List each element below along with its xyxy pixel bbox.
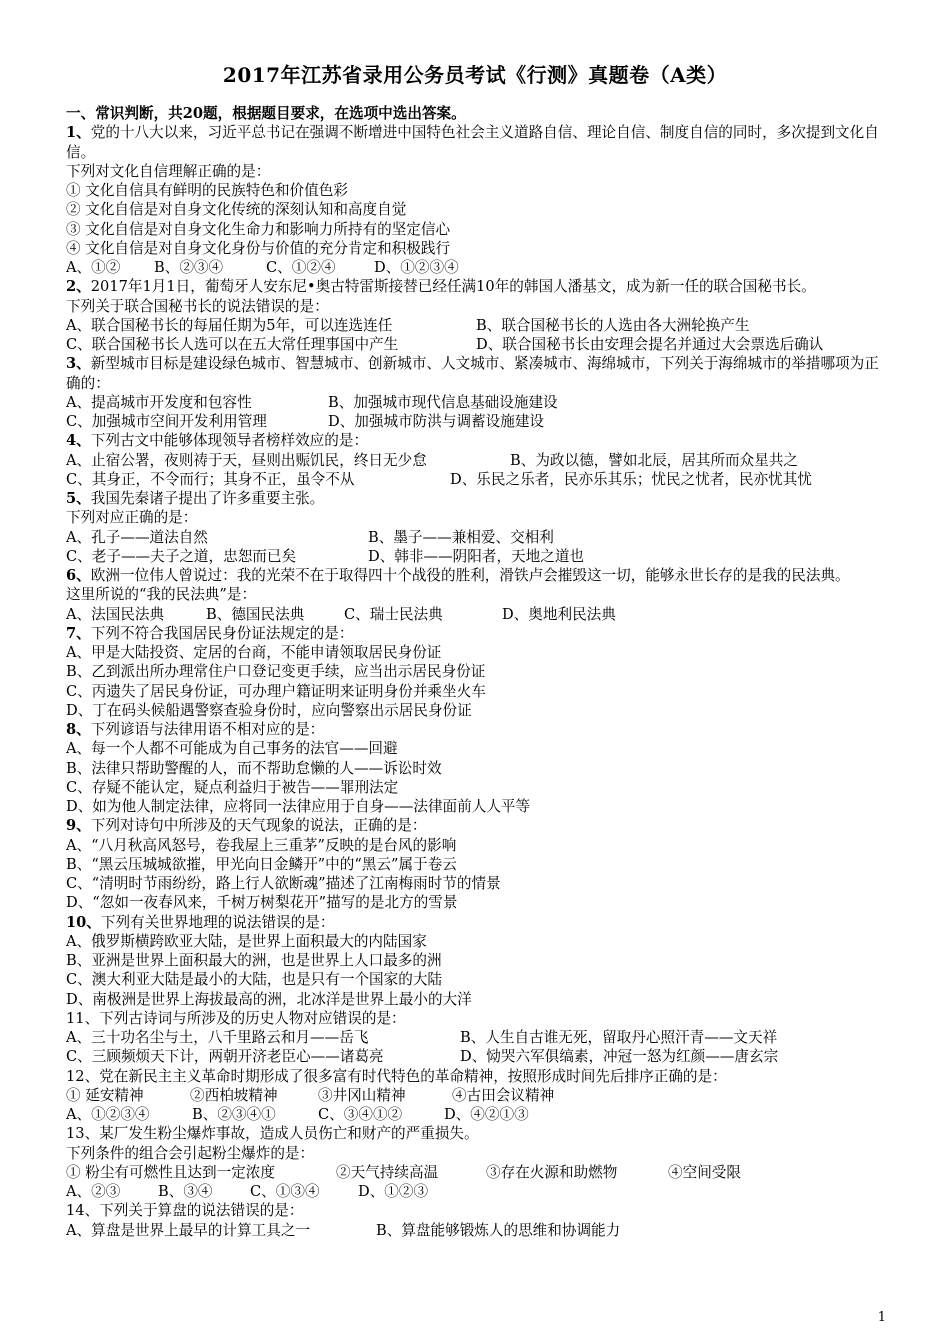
question-text: 某厂发生粉尘爆炸事故，造成人员伤亡和财产的严重损失。 — [99, 1125, 479, 1143]
question-prompt: 下列条件的组合会引起粉尘爆炸的是： — [66, 1144, 315, 1162]
question-13 — [66, 1124, 888, 1143]
option-d: D、韩非——阴阳者，天地之道也 — [368, 547, 585, 565]
question-text: 下列有关世界地理的说法错误的是： — [100, 913, 335, 931]
option-c: C、①②④ — [266, 259, 336, 276]
question-number: 1、 — [66, 124, 91, 142]
option-b: B、乙到派出所办理常住户口登记变更手续，应当出示居民身份证 — [66, 663, 486, 681]
question-number: 7、 — [66, 624, 91, 642]
option-a: A、“八月秋高风怒号，卷我屋上三重茅”反映的是台风的影响 — [66, 836, 457, 854]
statement-items — [66, 1086, 888, 1105]
question-text: 下列不符合我国居民身份证法规定的是： — [90, 624, 354, 642]
question-text: 下列对诗句中所涉及的天气现象的说法，正确的是： — [90, 817, 427, 835]
statement-item: ③井冈山精神 — [318, 1086, 406, 1104]
question-8 — [66, 720, 888, 739]
answer-options — [66, 547, 888, 566]
question-number: 2、 — [66, 278, 91, 296]
option-b: B、为政以德，譬如北辰，居其所而众星共之 — [510, 451, 799, 469]
option-c: C、澳大利亚大陆是最小的大陆，也是只有一个国家的大陆 — [66, 971, 443, 989]
option-d: D、“忽如一夜春风来，千树万树梨花开”描写的是北方的雪景 — [66, 894, 458, 912]
page-number: 1 — [877, 1310, 886, 1325]
option-c: C、三顾频烦天下计，两朝开济老臣心——诸葛亮 — [66, 1048, 384, 1066]
statement-item: ① 延安精神 — [66, 1086, 144, 1104]
option-b: B、算盘能够锻炼人的思维和协调能力 — [376, 1221, 621, 1239]
question-number: 13、 — [66, 1125, 100, 1143]
question-text: 我国先秦诸子提出了许多重要主张。 — [90, 490, 325, 507]
option-b: B、③④ — [158, 1183, 213, 1200]
option-d: D、加强城市防洪与调蓄设施建设 — [328, 413, 545, 430]
question-number: 5、 — [66, 490, 91, 507]
question-2 — [66, 277, 888, 296]
answer-options — [66, 1182, 888, 1201]
option-c: C、加强城市空间开发利用管理 — [66, 413, 267, 430]
option-b: B、②③④① — [192, 1106, 276, 1123]
question-14 — [66, 1201, 888, 1220]
question-number: 12、 — [66, 1067, 100, 1085]
option-a: A、孔子——道法自然 — [66, 528, 208, 546]
statement-item: ④古田会议精神 — [452, 1086, 555, 1104]
statement-items — [66, 1163, 888, 1182]
option-b: B、墨子——兼相爱、交相利 — [368, 528, 554, 546]
answer-options — [66, 451, 888, 470]
option-c: C、其身正，不令而行；其身不正，虽令不从 — [66, 470, 355, 488]
option-c: C、联合国秘书长人选可以在五大常任理事国中产生 — [66, 336, 399, 353]
option-d: D、如为他人制定法律，应将同一法律应用于自身——法律面前人人平等 — [66, 798, 531, 815]
question-number: 14、 — [66, 1202, 100, 1220]
statement-item: ③存在火源和助燃物 — [486, 1163, 618, 1181]
answer-options — [66, 470, 888, 489]
answer-options — [66, 1221, 888, 1240]
question-5 — [66, 489, 888, 508]
option-a: A、三十功名尘与土，八千里路云和月——岳飞 — [66, 1029, 369, 1046]
option-d: D、联合国秘书长由安理会提名并通过大会票选后确认 — [476, 336, 824, 353]
question-text: 下列关于算盘的说法错误的是： — [99, 1202, 304, 1220]
option-b: B、法律只帮助警醒的人，而不帮助怠懒的人——诉讼时效 — [66, 759, 442, 777]
section-heading: 一、常识判断，共20题，根据题目要求，在选项中选出答案。 — [66, 105, 466, 122]
option-a: A、法国民法典 — [66, 605, 165, 623]
option-a: A、止宿公署，夜则祷于天，昼则出赈饥民，终日无少怠 — [66, 451, 427, 469]
question-text: 下列古诗词与所涉及的历史人物对应错误的是： — [99, 1009, 406, 1027]
page-title: 2017年江苏省录用公务员考试《行测》真题卷（A类） — [222, 63, 728, 87]
answer-options — [66, 393, 888, 412]
question-9 — [66, 816, 888, 835]
question-12 — [66, 1067, 888, 1086]
answer-options — [66, 412, 888, 431]
statement-item: ① 文化自信具有鲜明的民族特色和价值色彩 — [66, 182, 348, 199]
option-a: A、俄罗斯横跨欧亚大陆，是世界上面积最大的内陆国家 — [66, 932, 427, 950]
option-b: B、②③④ — [154, 259, 224, 276]
question-number: 4、 — [66, 432, 91, 450]
option-b: B、德国民法典 — [206, 605, 305, 623]
option-c: C、“清明时节雨纷纷，路上行人欲断魂”描述了江南梅雨时节的情景 — [66, 875, 501, 892]
question-1 — [66, 123, 888, 162]
option-a: A、①②③④ — [66, 1106, 150, 1123]
option-b: B、亚洲是世界上面积最大的洲，也是世界上人口最多的洲 — [66, 952, 442, 969]
option-c: C、老子——夫子之道，忠恕而已矣 — [66, 547, 297, 565]
option-a: A、①② — [66, 259, 121, 276]
question-text: 欧洲一位伟人曾说过：我的光荣不在于取得四十个战役的胜利，滑铁卢会摧毁这一切，能够永世长存的是我的民法典。 — [90, 567, 850, 584]
question-3 — [66, 354, 888, 393]
option-d: D、乐民之乐者，民亦乐其乐；忧民之忧者，民亦忧其忧 — [450, 470, 812, 488]
answer-options — [66, 1047, 888, 1066]
question-11 — [66, 1009, 888, 1028]
option-a: A、联合国秘书长的每届任期为5年，可以连选连任 — [66, 316, 393, 334]
option-a: A、②③ — [66, 1183, 121, 1200]
option-a: A、甲是大陆投资、定居的台商，不能申请领取居民身份证 — [66, 644, 442, 661]
question-text: 党在新民主主义革命时期形成了很多富有时代特色的革命精神，按照形成时间先后排序正确的是： — [99, 1067, 727, 1085]
option-d: D、奥地利民法典 — [502, 605, 616, 623]
question-number: 3、 — [66, 355, 91, 373]
question-10 — [66, 913, 888, 932]
answer-options — [66, 258, 888, 277]
statement-item: ② 文化自信是对自身文化传统的深刻认知和高度自觉 — [66, 201, 407, 219]
option-d: D、南极洲是世界上海拔最高的洲，北冰洋是世界上最小的大洋 — [66, 990, 472, 1008]
question-number: 8、 — [66, 721, 91, 738]
statement-item: ③ 文化自信是对自身文化生命力和影响力所持有的坚定信心 — [66, 220, 451, 238]
question-number: 11、 — [66, 1009, 100, 1027]
option-b: B、联合国秘书长的人选由各大洲轮换产生 — [476, 316, 750, 334]
question-prompt: 下列对文化自信理解正确的是： — [66, 162, 271, 180]
answer-options — [66, 1028, 888, 1047]
option-b: B、人生自古谁无死，留取丹心照汗青——文天祥 — [460, 1029, 778, 1046]
option-d: D、①②③④ — [374, 259, 459, 276]
option-b: B、加强城市现代信息基础设施建设 — [328, 393, 558, 411]
option-d: D、④②①③ — [444, 1106, 529, 1123]
question-prompt: 这里所说的“我的民法典”是： — [66, 586, 257, 604]
statement-item: ②西柏坡精神 — [190, 1086, 278, 1104]
question-4 — [66, 431, 888, 450]
statement-item: ④空间受限 — [668, 1163, 741, 1181]
question-text: 2017年1月1日，葡萄牙人安东尼•奥古特雷斯接替已经任满10年的韩国人潘基文，成为新一任的联合国秘书长。 — [90, 278, 816, 296]
answer-options — [66, 1105, 888, 1124]
statement-item: ④ 文化自信是对自身文化身份与价值的充分肯定和积极践行 — [66, 239, 451, 257]
statement-item: ②天气持续高温 — [336, 1163, 439, 1181]
option-d: D、①②③ — [358, 1183, 429, 1200]
question-text: 下列谚语与法律用语不相对应的是： — [90, 721, 325, 738]
option-c: C、③④①② — [318, 1106, 403, 1123]
option-b: B、“黑云压城城欲摧，甲光向日金鳞开”中的“黑云”属于卷云 — [66, 855, 457, 873]
question-list — [66, 104, 888, 1240]
option-d: D、丁在码头候船遇警察查验身份时，应向警察出示居民身份证 — [66, 701, 472, 719]
question-number: 10、 — [66, 913, 101, 931]
question-text: 新型城市目标是建设绿色城市、智慧城市、创新城市、人文城市、紧凑城市、海绵城市，下列关于海绵城市的举措哪项为正确的： — [66, 355, 879, 392]
question-text: 下列古文中能够体现领导者榜样效应的是： — [90, 432, 369, 450]
option-a: A、算盘是世界上最早的计算工具之一 — [66, 1221, 311, 1239]
option-d: D、恸哭六军俱缟素，冲冠一怒为红颜——唐玄宗 — [460, 1048, 779, 1066]
question-number: 9、 — [66, 817, 91, 835]
answer-options — [66, 605, 888, 624]
option-c: C、丙遗失了居民身份证，可办理户籍证明来证明身份并乘坐火车 — [66, 682, 486, 700]
answer-options — [66, 528, 888, 547]
option-a: A、每一个人都不可能成为自己事务的法官——回避 — [66, 740, 398, 758]
question-text: 党的十八大以来，习近平总书记在强调不断增进中国特色社会主义道路自信、理论自信、制度自信的同时，多次提到文化自信。 — [66, 124, 879, 161]
option-c: C、①③④ — [250, 1183, 320, 1200]
question-7 — [66, 624, 888, 643]
question-6 — [66, 566, 888, 585]
answer-options — [66, 316, 888, 335]
option-a: A、提高城市开发度和包容性 — [66, 393, 252, 411]
answer-options — [66, 335, 888, 354]
option-c: C、瑞士民法典 — [344, 605, 443, 623]
question-prompt: 下列对应正确的是： — [66, 509, 198, 527]
question-prompt: 下列关于联合国秘书长的说法错误的是： — [66, 297, 329, 315]
question-number: 6、 — [66, 567, 91, 584]
option-c: C、存疑不能认定，疑点利益归于被告——罪刑法定 — [66, 778, 399, 796]
statement-item: ① 粉尘有可燃性且达到一定浓度 — [66, 1163, 275, 1181]
